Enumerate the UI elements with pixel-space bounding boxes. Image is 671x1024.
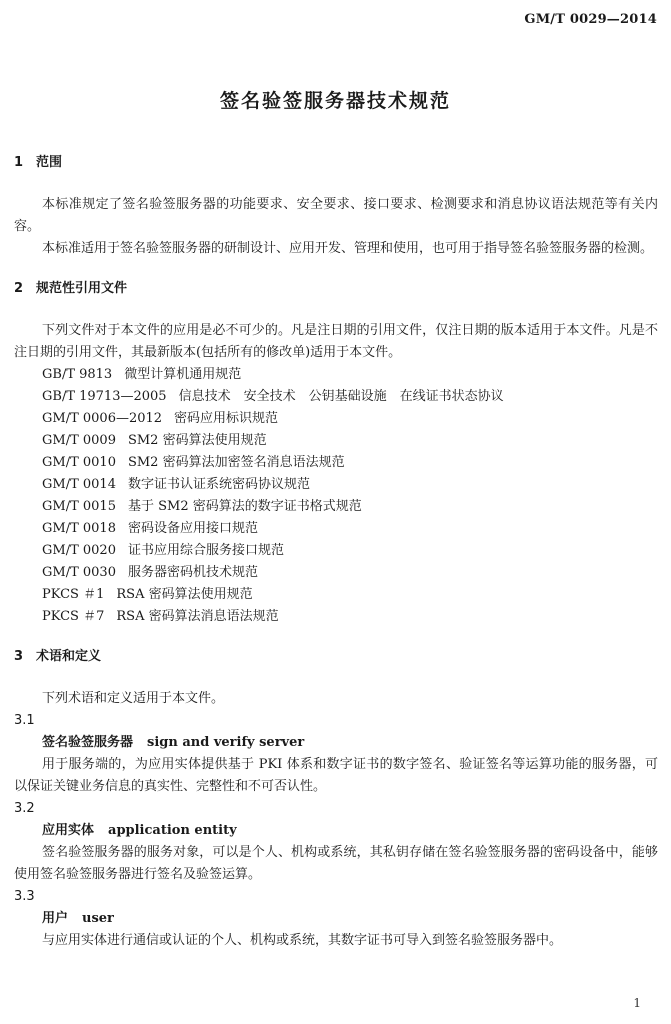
reference-code: GM/T 0030	[42, 565, 116, 580]
section-title: 规范性引用文件	[36, 281, 128, 296]
reference-code: GM/T 0006—2012	[42, 411, 163, 426]
reference-title: 基于 SM2 密码算法的数字证书格式规范	[127, 499, 362, 514]
reference-item	[14, 364, 658, 386]
normative-refs-intro: 下列文件对于本文件的应用是必不可少的。凡是注日期的引用文件，仅注日期的版本适用于本文件。凡是不注日期的引用文件，其最新版本(包括所有的修改单)适用于本文件。	[14, 323, 658, 360]
term-chinese: 签名验签服务器	[42, 735, 134, 750]
term-english: user	[82, 911, 114, 926]
reference-code: PKCS ＃7	[42, 609, 105, 624]
reference-item	[14, 540, 658, 562]
term-heading	[14, 732, 658, 754]
scope-paragraph: 本标准适用于签名验签服务器的研制设计、应用开发、管理和使用，也可用于指导签名验签服务器的检测。	[42, 241, 654, 256]
document-body	[14, 152, 658, 952]
reference-title: 数字证书认证系统密码协议规范	[127, 477, 310, 492]
reference-code: GM/T 0009	[42, 433, 116, 448]
reference-title: 密码设备应用接口规范	[127, 521, 258, 536]
term-number: 3.1	[14, 713, 35, 728]
term-heading	[14, 908, 658, 930]
scope-paragraph: 本标准规定了签名验签服务器的功能要求、安全要求、接口要求、检测要求和消息协议语法规范等有关内容。	[14, 197, 658, 234]
reference-item	[14, 430, 658, 452]
reference-title: 证书应用综合服务接口规范	[127, 543, 284, 558]
reference-code: GB/T 9813	[42, 367, 113, 382]
reference-item	[14, 606, 658, 628]
standard-code: GM/T 0029—2014	[524, 12, 657, 27]
term-english: application entity	[108, 823, 237, 838]
reference-code: PKCS ＃1	[42, 587, 105, 602]
term-chinese: 应用实体	[42, 823, 95, 838]
reference-item	[14, 408, 658, 430]
term-entry	[14, 710, 658, 798]
reference-title: SM2 密码算法使用规范	[127, 433, 267, 448]
reference-title: 信息技术 安全技术 公钥基础设施 在线证书状态协议	[178, 389, 504, 404]
reference-item	[14, 518, 658, 540]
document-title: 签名验签服务器技术规范	[219, 90, 451, 112]
page-number: 1	[633, 996, 641, 1010]
term-number: 3.2	[14, 801, 35, 816]
reference-code: GM/T 0015	[42, 499, 116, 514]
section-heading-normative-references	[14, 278, 658, 300]
terms-intro: 下列术语和定义适用于本文件。	[42, 691, 225, 706]
reference-list	[14, 364, 658, 628]
term-chinese: 用户	[42, 911, 69, 926]
section-number: 1	[14, 155, 24, 170]
reference-code: GM/T 0018	[42, 521, 116, 536]
section-number: 3	[14, 649, 24, 664]
section-number: 2	[14, 281, 24, 296]
reference-title: RSA 密码算法使用规范	[116, 587, 253, 602]
reference-item	[14, 452, 658, 474]
term-entry	[14, 886, 658, 952]
reference-title: 微型计算机通用规范	[124, 367, 242, 382]
section-heading-scope	[14, 152, 658, 174]
reference-item	[14, 386, 658, 408]
term-english: sign and verify server	[147, 735, 305, 750]
reference-title: RSA 密码算法消息语法规范	[116, 609, 279, 624]
section-heading-terms-and-definitions	[14, 646, 658, 668]
reference-code: GM/T 0010	[42, 455, 116, 470]
reference-item	[14, 584, 658, 606]
reference-title: 服务器密码机技术规范	[127, 565, 258, 580]
term-number: 3.3	[14, 889, 35, 904]
reference-item	[14, 562, 658, 584]
term-definition: 与应用实体进行通信或认证的个人、机构或系统，其数字证书可导入到签名验签服务器中。	[42, 933, 563, 948]
reference-code: GM/T 0020	[42, 543, 116, 558]
section-title: 术语和定义	[36, 649, 102, 664]
reference-code: GM/T 0014	[42, 477, 116, 492]
term-definition: 用于服务端的，为应用实体提供基于 PKI 体系和数字证书的数字签名、验证签名等运算功能的服务器，可以保证关键业务信息的真实性、完整性和不可否认性。	[14, 757, 658, 794]
reference-title: 密码应用标识规范	[174, 411, 279, 426]
reference-item	[14, 474, 658, 496]
reference-code: GB/T 19713—2005	[42, 389, 167, 404]
term-entry	[14, 798, 658, 886]
term-definition: 签名验签服务器的服务对象，可以是个人、机构或系统，其私钥存储在签名验签服务器的密码设备中，能够使用签名验签服务器进行签名及验签运算。	[14, 845, 658, 882]
reference-title: SM2 密码算法加密签名消息语法规范	[127, 455, 345, 470]
term-heading	[14, 820, 658, 842]
reference-item	[14, 496, 658, 518]
section-title: 范围	[36, 155, 63, 170]
